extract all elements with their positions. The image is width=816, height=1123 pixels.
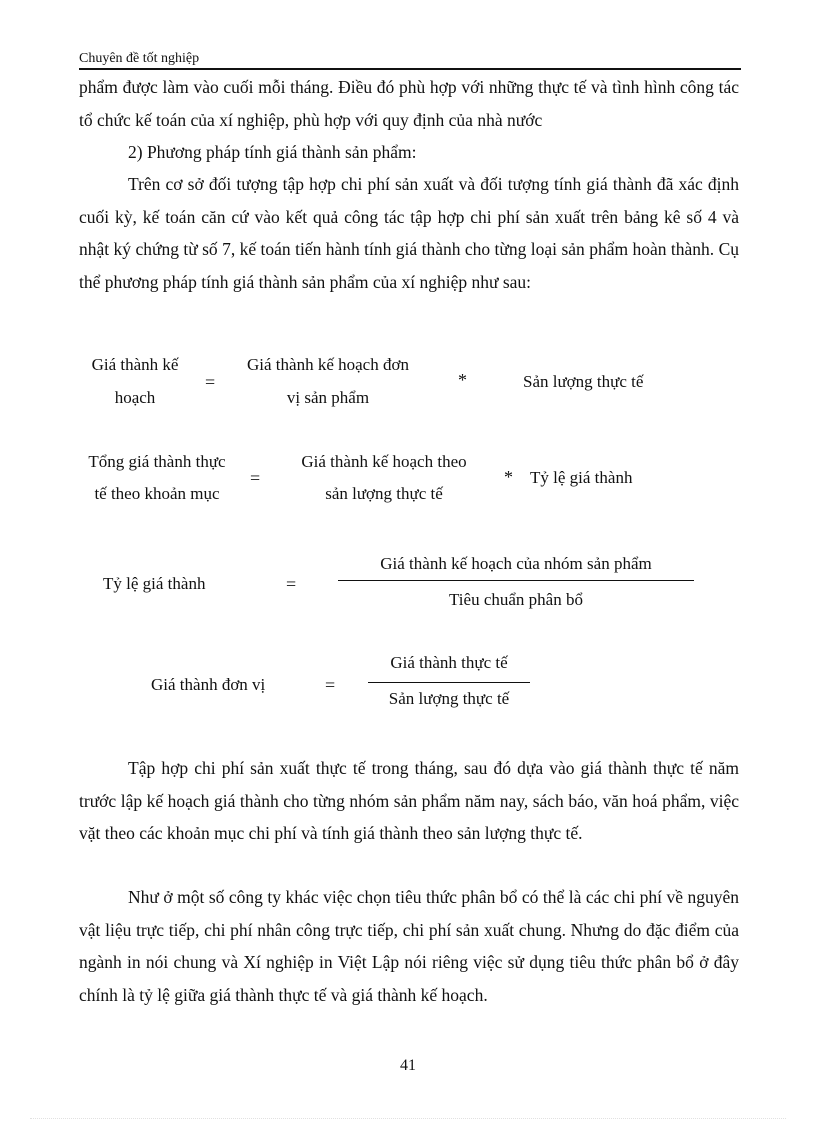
formula-3-equals: = [286,574,297,594]
formula-2-term-line2: sản lượng thực tế [325,484,443,503]
footer-divider [30,1118,786,1119]
formula-3-lhs: Tỷ lệ giá thành [103,574,206,593]
formula-1-lhs-line1: Giá thành kế [91,355,179,374]
formula-2-factor: Tỷ lệ giá thành [530,468,633,487]
formula-2-lhs-line2: tế theo khoản mục [94,484,220,503]
formula-1-factor: Sản lượng thực tế [523,372,644,391]
paragraph-method: Trên cơ sở đối tượng tập hợp chi phí sản xuất và đối tượng tính giá thành đã xác định cuối kỳ, kế toán căn cứ vào kết quả công tác tập hợp chi phí sản xuất trên bảng kê số 4 và nhật ký chứng từ số 7, kế toán tiến hành tính giá thành cho từng loại sản phẩm hoàn thành. Cụ thể phương pháp tính giá thành sản phẩm của xí nghiệp như sau: [79,174,739,292]
formula-3-numerator: Giá thành kế hoạch của nhóm sản phẩm [380,554,652,573]
formula-2-term-line1: Giá thành kế hoạch theo [301,452,467,471]
paragraph-aggregation: Tập hợp chi phí sản xuất thực tế trong tháng, sau đó dựa vào giá thành thực tế năm trước lập kế hoạch giá thành cho từng nhóm sản phẩm năm nay, sách báo, văn hoá phẩm, việc vặt theo các khoản mục chi phí và tính giá thành theo sản lượng thực tế. [79,758,739,843]
formula-2-lhs-line1: Tổng giá thành thực [88,452,226,471]
formula-1-term-line2: vị sản phẩm [286,388,370,407]
formula-1-equals: = [205,372,216,392]
formula-4-numerator: Giá thành thực tế [390,653,508,672]
formula-2-multiply: * [504,467,513,487]
formula-3-fraction-bar [338,580,694,581]
formula-4-fraction-bar [368,682,530,683]
section-heading: 2) Phương pháp tính giá thành sản phẩm: [128,142,417,162]
page-number: 41 [400,1057,416,1074]
formula-4-denominator: Sản lượng thực tế [388,689,510,708]
formula-1-lhs-line2: hoạch [114,388,156,407]
formula-2-equals: = [250,468,261,488]
paragraph-continuation: phẩm được làm vào cuối mỗi tháng. Điều đó phù hợp với những thực tế và tình hình công tác tổ chức kế toán của xí nghiệp, phù hợp với quy định của nhà nước [79,77,739,130]
page-header [79,50,741,70]
formula-1-term-line1: Giá thành kế hoạch đơn [247,355,409,374]
header-title: Chuyên đề tốt nghiệp [79,51,200,66]
formula-1-multiply: * [458,370,467,390]
paragraph-allocation-basis: Như ở một số công ty khác việc chọn tiêu thức phân bổ có thể là các chi phí về nguyên vật liệu trực tiếp, chi phí nhân công trực tiếp, chi phí sản xuất chung. Nhưng do đặc điểm của ngành in nói chung và Xí nghiệp in Việt Lập nói riêng việc sử dụng tiêu thức phân bổ ở đây chính là tỷ lệ giữa giá thành thực tế và giá thành kế hoạch. [79,887,739,1005]
formula-4-equals: = [325,675,336,695]
formula-4-lhs: Giá thành đơn vị [151,675,266,694]
formula-3-denominator: Tiêu chuẩn phân bổ [449,590,583,609]
